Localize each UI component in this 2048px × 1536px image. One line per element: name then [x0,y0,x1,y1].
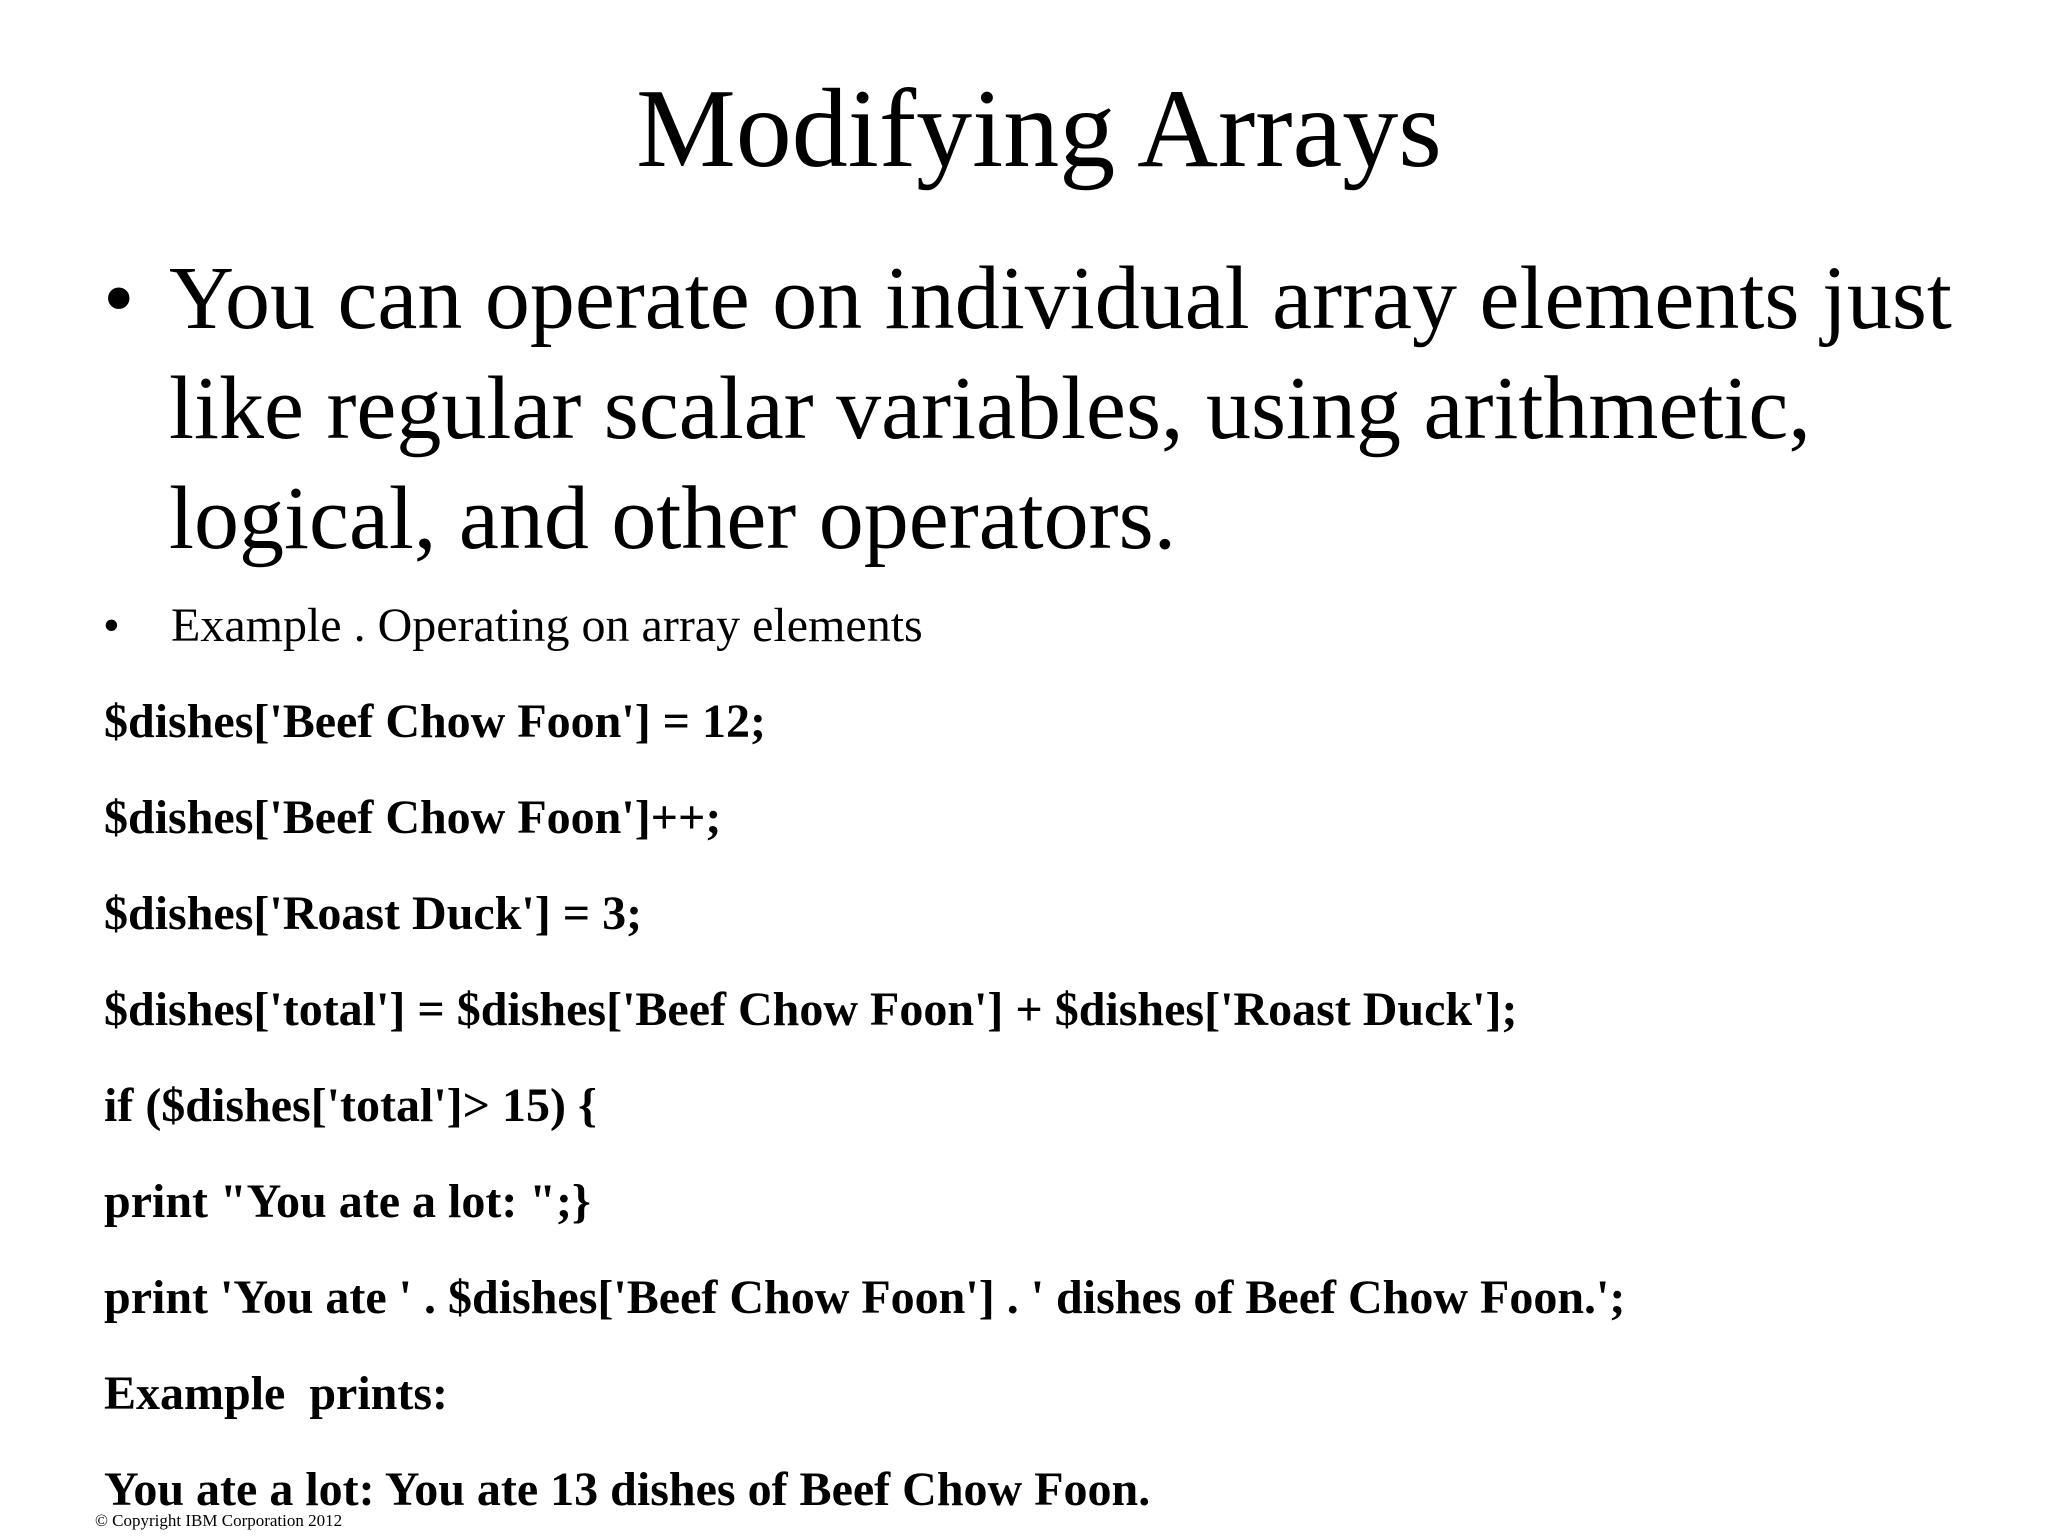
main-bullet-text: You can operate on individual array elements just like regular scalar variables, using arithmetic, logical, and other operators. [169,249,1952,568]
bullet-marker: • [103,599,120,652]
example-prints-label: Example prints: [104,1367,449,1420]
code-line: $dishes['total'] = $dishes['Beef Chow Foon'] + $dishes['Roast Duck']; [104,983,1518,1036]
copyright-notice: © Copyright IBM Corporation 2012 [95,1511,343,1530]
code-line: print 'You ate ' . $dishes['Beef Chow Foon'] . ' dishes of Beef Chow Foon.'; [104,1271,1626,1324]
code-line: $dishes['Beef Chow Foon'] = 12; [104,695,767,748]
code-line: $dishes['Beef Chow Foon']++; [104,791,722,844]
code-line: print "You ate a lot: ";} [104,1175,591,1228]
code-line: if ($dishes['total']> 15) { [104,1079,597,1132]
bullet-marker: • [103,249,135,348]
example-output: You ate a lot: You ate 13 dishes of Beef Chow Foon. [104,1463,1151,1516]
code-line: $dishes['Roast Duck'] = 3; [104,887,643,940]
sub-bullet-text: Example . Operating on array elements [171,599,923,652]
slide-title: Modifying Arrays [636,67,1442,191]
